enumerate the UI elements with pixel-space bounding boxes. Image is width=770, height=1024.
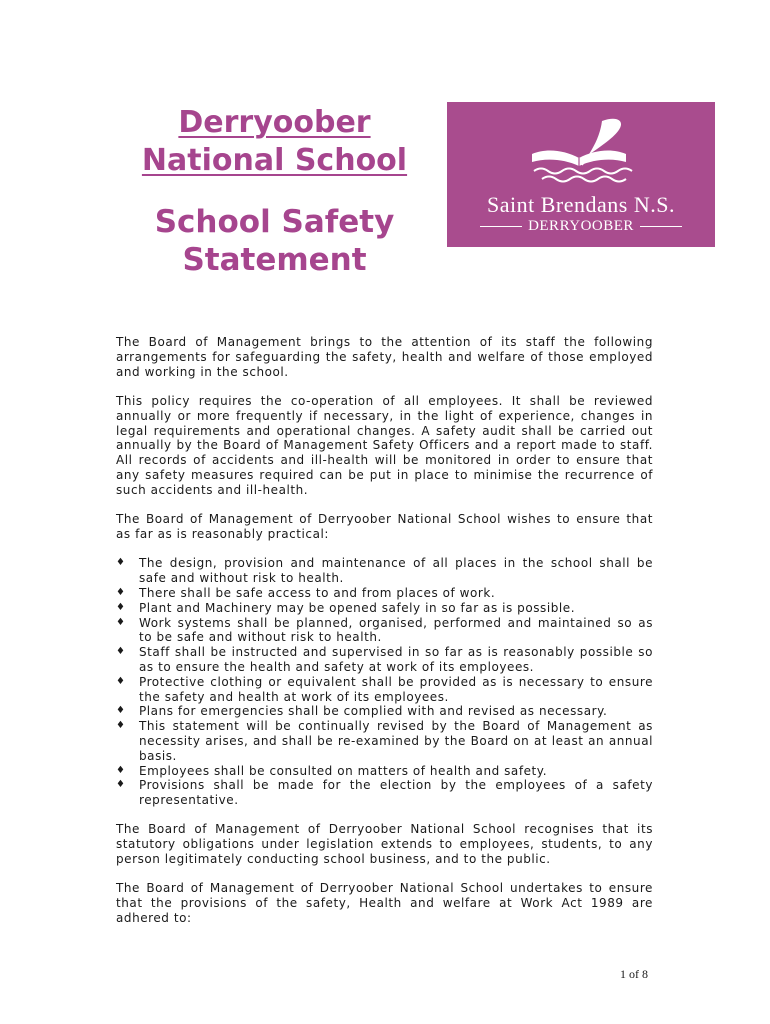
bullet-item: ♦ Protective clothing or equivalent shall be provided as is necessary to ensure the safety and health at work of its employees. (116, 674, 653, 704)
page-number: 1 of 8 (620, 967, 648, 981)
bullet-item: ♦ There shall be safe access to and from places of work. (116, 585, 496, 600)
document-body (116, 335, 653, 940)
diamond-bullet-icon: ♦ (116, 764, 126, 776)
school-name-title (112, 104, 437, 180)
bullet-item: ♦ Provisions shall be made for the election by the employees of a safety representative. (116, 778, 653, 808)
paragraph: The Board of Management of Derryoober National School undertakes to ensure that the provisions of the safety, Health and welfare at Work Act 1989 are adhered to: (116, 881, 653, 926)
bullet-item: ♦ Employees shall be consulted on matters of health and safety. (116, 763, 548, 778)
bullet-item: ♦ Work systems shall be planned, organised, performed and maintained so as to be safe and without risk to health. (116, 615, 653, 645)
diamond-bullet-icon: ♦ (116, 601, 126, 613)
bullet-item: ♦ Staff shall be instructed and supervised in so far as is reasonably possible so as to ensure the health and safety at work of its employees. (116, 645, 653, 674)
diamond-bullet-icon: ♦ (116, 616, 126, 628)
bullet-list (116, 556, 653, 808)
logo-rule-left (480, 226, 522, 227)
document-title (112, 203, 437, 279)
book-quill-waves-icon (524, 118, 634, 188)
paragraph: The Board of Management brings to the attention of its staff the following arrangements for safeguarding the safety, health and welfare of those employed and working in the school. (116, 335, 653, 379)
school-name-line2: National School (141, 143, 408, 178)
paragraph: This policy requires the co-operation of all employees. It shall be reviewed annually or more frequently if necessary, in the light of experience, changes in legal requirements and operational changes. A safety audit shall be carried out annually by the Board of Management Safety Officers and a report made to staff. All records of accidents and ill-health will be monitored in order to ensure that any safety measures required can be put in place to minimise the recurrence of such accidents and ill-health. (116, 393, 653, 497)
diamond-bullet-icon: ♦ (116, 779, 126, 791)
diamond-bullet-icon: ♦ (116, 720, 126, 732)
logo-school-name: Saint Brendans N.S. (487, 192, 675, 217)
document-title-line2: Statement (182, 242, 367, 278)
document-title-line1: School Safety (154, 204, 395, 240)
bullet-item: ♦ Plant and Machinery may be opened safely in so far as is possible. (116, 600, 576, 615)
diamond-bullet-icon: ♦ (116, 646, 126, 658)
logo-place-text: DERRYOOBER (528, 218, 634, 234)
diamond-bullet-icon: ♦ (116, 675, 126, 687)
school-name-line1: Derryoober (178, 105, 371, 140)
bullet-item: ♦ The design, provision and maintenance of all places in the school shall be safe and without risk to health. (116, 556, 653, 586)
bullet-item: ♦ This statement will be continually revised by the Board of Management as necessity arises, and shall be re-examined by the Board on at least an annual basis. (116, 719, 653, 763)
logo-rule-right (640, 226, 682, 227)
paragraph: The Board of Management of Derryoober National School wishes to ensure that as far as is reasonably practical: (116, 512, 653, 541)
logo-place (447, 217, 715, 235)
diamond-bullet-icon: ♦ (116, 557, 126, 569)
diamond-bullet-icon: ♦ (116, 705, 126, 717)
diamond-bullet-icon: ♦ (116, 586, 126, 598)
bullet-item: ♦ Plans for emergencies shall be complied with and revised as necessary. (116, 704, 608, 719)
paragraph: The Board of Management of Derryoober National School recognises that its statutory obligations under legislation extends to employees, students, to any person legitimately conducting school business, and to the public. (116, 822, 653, 867)
school-logo (447, 102, 715, 247)
